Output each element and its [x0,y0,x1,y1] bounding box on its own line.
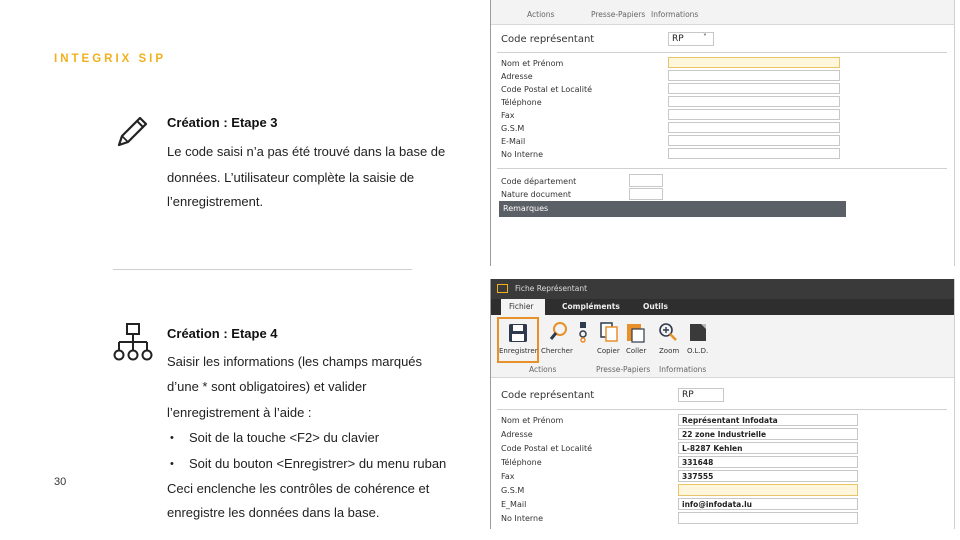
search-icon[interactable] [549,321,569,343]
hierarchy-icon [113,322,153,364]
gsm-input[interactable] [668,122,840,133]
save-button-label: Enregistrer [499,347,538,355]
bullet-item-2: Soit du bouton <Enregistrer> du menu ruban [189,456,447,471]
email-input[interactable] [668,135,840,146]
copy-icon[interactable] [599,321,619,343]
closing-line-1: Ceci enclenche les contrôles de cohérence et [167,481,430,496]
field-label: No Interne [501,514,544,523]
separator [497,168,947,169]
code-representant-field[interactable] [668,32,714,46]
cut-icon[interactable] [578,321,590,343]
fax-input[interactable] [678,470,858,482]
gsm-input[interactable] [678,484,858,496]
ribbon-group-clipboard: Presse-Papiers [596,365,651,374]
closing-line-2: enregistre les données dans la base. [167,505,380,520]
tab-label: Fichier [509,302,534,311]
field-label: Téléphone [501,458,542,467]
code-representant-value: RP [682,390,694,400]
ribbon-group-actions: Actions [527,10,555,19]
ribbon-group-clipboard: Presse-Papiers [591,10,646,19]
name-input[interactable] [668,57,840,68]
pencil-icon [113,113,151,151]
paste-icon[interactable] [625,321,647,343]
bullet-marker: • [170,432,174,444]
old-button-label: O.L.D. [687,347,709,355]
copy-button-label: Copier [597,347,620,355]
tab-outils[interactable]: Outils [643,302,668,311]
remarks-label: Remarques [503,204,549,213]
field-label: E-Mail [501,137,526,146]
screenshot-step4 [490,279,955,529]
code-representant-value: RP [672,34,684,44]
address-value: 22 zone Industrielle [682,430,767,439]
remarks-bar[interactable] [499,201,846,217]
name-input[interactable] [678,414,858,426]
save-button[interactable] [497,317,539,363]
code-representant-label: Code représentant [501,34,595,45]
field-label: Nom et Prénom [501,59,564,68]
field-label: Fax [501,472,515,481]
email-value: info@infodata.lu [682,500,752,509]
section-divider [113,269,412,270]
ribbon-group-info: Informations [659,365,707,374]
search-button-label: Chercher [541,347,573,355]
ribbon-group-info: Informations [651,10,699,19]
tab-bar [491,299,954,315]
app-icon [497,284,508,293]
separator [497,52,947,53]
postal-value: L-8287 Kehlen [682,444,743,453]
brand-logo-text: INTEGRIX SIP [54,53,167,65]
field-label: Fax [501,111,515,120]
step3-line-3: l’enregistrement. [167,194,264,209]
step3-title: Création : Etape 3 [167,115,278,130]
internal-number-input[interactable] [678,512,858,524]
field-label: Code département [501,177,577,186]
address-input[interactable] [668,70,840,81]
field-label: No Interne [501,150,544,159]
field-label: G.S.M [501,486,525,495]
document-icon[interactable] [687,321,709,343]
zoom-button-label: Zoom [659,347,680,355]
field-label: Adresse [501,72,533,81]
ribbon-strip [491,0,954,25]
separator [497,409,947,410]
field-label: G.S.M [501,124,525,133]
ribbon-group-actions: Actions [529,365,557,374]
bullet-marker: • [170,458,174,470]
step4-line-1: Saisir les informations (les champs marqués [167,354,423,369]
code-representant-field[interactable] [678,388,724,402]
name-value: Représentant Infodata [682,416,778,425]
paste-button-label: Coller [626,347,647,355]
fax-input[interactable] [668,109,840,120]
phone-input[interactable] [678,456,858,468]
fax-value: 337555 [682,472,714,481]
code-representant-label: Code représentant [501,390,595,401]
step4-line-2: d’une * sont obligatoires) et valider [167,379,367,394]
dropdown-icon: ˅ [703,33,707,42]
internal-number-input[interactable] [668,148,840,159]
field-label: Code Postal et Localité [501,444,593,453]
window-title: Fiche Représentant [515,284,588,293]
step4-title: Création : Etape 4 [167,326,278,341]
step4-line-3: l’enregistrement à l’aide : [167,405,312,420]
postal-input[interactable] [668,83,840,94]
field-label: Nature document [501,190,572,199]
field-label: Adresse [501,430,533,439]
field-label: E_Mail [501,500,527,509]
zoom-icon[interactable] [657,321,679,343]
field-label: Nom et Prénom [501,416,564,425]
document-type-input[interactable] [629,188,663,200]
phone-value: 331648 [682,458,714,467]
screenshot-step3 [490,0,955,266]
postal-input[interactable] [678,442,858,454]
floppy-disk-icon [507,322,529,344]
tab-complements[interactable]: Compléments [562,302,620,311]
department-input[interactable] [629,174,663,187]
field-label: Téléphone [501,98,542,107]
bullet-item-1: Soit de la touche <F2> du clavier [189,430,380,445]
page-number: 30 [54,476,67,488]
title-bar [491,279,954,299]
step3-line-1: Le code saisi n’a pas été trouvé dans la base de [167,144,446,159]
tab-fichier[interactable] [501,299,545,315]
phone-input[interactable] [668,96,840,107]
address-input[interactable] [678,428,858,440]
field-label: Code Postal et Localité [501,85,593,94]
email-input[interactable] [678,498,858,510]
step3-line-2: données. L’utilisateur complète la saisie de [167,170,415,185]
